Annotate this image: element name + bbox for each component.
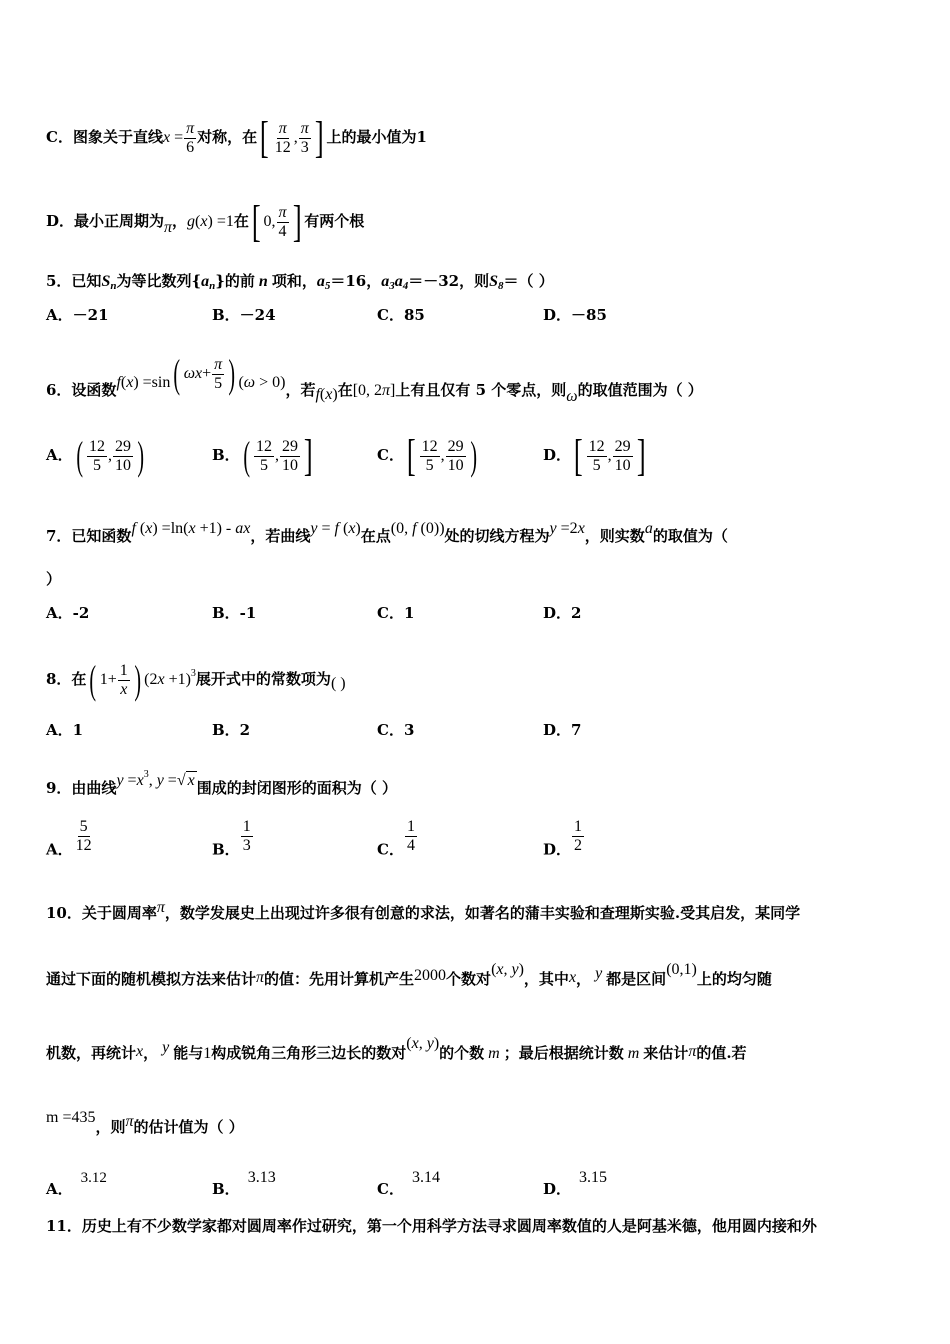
label: C． bbox=[377, 446, 404, 464]
text: 围成的封闭图形的面积为（ ） bbox=[196, 779, 397, 797]
text: ＝－32，则 bbox=[408, 272, 490, 290]
text: 的值.若 bbox=[696, 1044, 747, 1062]
q8-stem: 8．在 ( 1+ $\frac{1}{x}$ ) $(2x +1)^3$展开式中的常数项为( ) bbox=[46, 657, 346, 702]
interval: ( $\frac{12}{5}$ , $\frac{29}{10}$ ] bbox=[243, 431, 313, 480]
interval: [ 0, $\frac{\pi}{4}$ ] bbox=[251, 197, 302, 246]
formula: g bbox=[187, 213, 196, 230]
label: C． bbox=[377, 840, 404, 859]
q7-stem: 7．已知函数f (x) =ln(x +1) - ax，若曲线y = f (x)在点(0, f (0))处的切线方程为y =2x，则实数a的取值为（ bbox=[46, 520, 728, 545]
text: 在 bbox=[233, 212, 249, 230]
interval: [ $\frac{12}{5}$ , $\frac{29}{10}$ ] bbox=[573, 431, 646, 480]
q11-line-1: 11．历史上有不少数学家都对圆周率作过研究，第一个用科学方法寻求圆周率数值的人是阿基米德，他用圆内接和外 bbox=[46, 1217, 817, 1235]
q6-stem: 6．设函数f(x) =sin ( ωx + $\frac{\pi}{5}$ ) (ω > 0)，若f(x)在[0, 2π]上有且仅有 5 个零点，则ω的取值范围为（ ） bbox=[46, 351, 703, 405]
q10-line-3: 机数，再统计x， y 能与1构成锐角三角形三边长的数对(x, y)的个数 m ；最后根据统计数 m 来估计π的值.若 bbox=[46, 1035, 747, 1062]
q5-option-d[interactable]: D．－85 bbox=[543, 306, 607, 324]
formula: f bbox=[116, 374, 121, 391]
q7-option-c[interactable]: C．1 bbox=[377, 604, 415, 622]
text: 5．已知 bbox=[46, 272, 102, 290]
text: 上有且仅有 5 个零点，则 bbox=[395, 381, 567, 399]
value: 3.14 bbox=[411, 1169, 440, 1186]
text: ， bbox=[576, 970, 592, 988]
label: B． bbox=[212, 840, 240, 859]
text: 10．关于圆周率 bbox=[46, 904, 157, 922]
text: ＝（ ） bbox=[503, 272, 554, 290]
fraction: $\frac{1}{4}$ bbox=[406, 818, 415, 854]
text: 都是区间 bbox=[606, 970, 667, 988]
text: 构成锐角三角形三边长的数对 bbox=[211, 1044, 407, 1062]
fraction: $\frac{1}{2}$ bbox=[574, 818, 583, 854]
text: 9．由曲线 bbox=[46, 779, 117, 797]
q6-option-a[interactable] bbox=[46, 433, 147, 478]
formula: f bbox=[315, 386, 320, 403]
q5-option-b[interactable]: B．－24 bbox=[212, 306, 276, 324]
q4-option-d[interactable]: D．最小正周期为π，g(x) =1在 [ 0, $\frac{\pi}{4}$ ] 有两个根 bbox=[46, 197, 365, 246]
interval: ( $\frac{12}{5}$ , $\frac{29}{10}$ ) bbox=[75, 433, 144, 478]
fraction: $\frac{\pi}{6}$ bbox=[186, 119, 195, 156]
q5-option-c[interactable]: C．85 bbox=[377, 306, 425, 324]
text: 有两个根 bbox=[304, 212, 365, 230]
text: 上的最小值为 bbox=[326, 128, 417, 146]
formula: m =435 bbox=[46, 1109, 96, 1126]
text: 的取值范围为（ ） bbox=[577, 381, 703, 399]
fraction: $\frac{1}{3}$ bbox=[242, 818, 251, 854]
number: 1 bbox=[203, 1045, 212, 1062]
number: 2000 bbox=[414, 967, 447, 984]
q5-option-a[interactable]: A．－21 bbox=[46, 306, 109, 324]
q7-option-a[interactable]: A．-2 bbox=[46, 604, 90, 622]
q4-option-c[interactable]: C．图象关于直线x = $\frac{\pi}{6}$ 对称，在 [ $\frac{\pi}{12}$ , $\frac{\pi}{3}$ ] 上的最小值为1 bbox=[46, 113, 427, 162]
label: D． bbox=[543, 446, 572, 464]
formula: x bbox=[162, 129, 171, 146]
q6-option-c[interactable] bbox=[377, 431, 480, 480]
text: 能与 bbox=[173, 1044, 204, 1062]
text: 处的切线方程为 bbox=[444, 527, 550, 545]
q10-line-4: m =435，则π的估计值为（ ） bbox=[46, 1109, 244, 1136]
q9-option-c[interactable] bbox=[377, 818, 418, 860]
text: 项和， bbox=[271, 272, 317, 290]
q4-option-d-text: D．最小正周期为 bbox=[46, 212, 165, 230]
label: D． bbox=[543, 840, 572, 859]
text: 对称，在 bbox=[197, 128, 258, 146]
q6-option-d[interactable] bbox=[543, 431, 648, 480]
text: 个数对 bbox=[446, 970, 492, 988]
label: A． bbox=[46, 840, 73, 859]
text: 在点 bbox=[360, 527, 391, 545]
q7-option-b[interactable]: B．-1 bbox=[212, 604, 257, 622]
interval: [ $\frac{\pi}{12}$ , $\frac{\pi}{3}$ ] bbox=[260, 113, 324, 162]
fraction: $\frac{5}{12}$ bbox=[75, 818, 92, 854]
value: 1 bbox=[416, 128, 427, 146]
q4-option-c-text: C．图象关于直线 bbox=[46, 128, 163, 146]
text: ＝16， bbox=[330, 272, 382, 290]
q9-option-b[interactable] bbox=[212, 818, 254, 860]
q10-option-c[interactable] bbox=[377, 1168, 440, 1199]
q10-option-d[interactable] bbox=[543, 1168, 607, 1199]
q10-line-1: 10．关于圆周率π，数学发展史上出现过许多很有创意的求法，如著名的蒲丰实验和查理斯实验.受其启发，某同学 bbox=[46, 899, 801, 922]
text: ，若 bbox=[285, 381, 316, 399]
q10-option-a[interactable] bbox=[46, 1168, 107, 1199]
text: 的取值为（ bbox=[652, 527, 728, 545]
text: 为等比数列{ bbox=[116, 272, 202, 290]
q9-stem: 9．由曲线$y =x^3$, y =√ x 围成的封闭图形的面积为（ ） bbox=[46, 769, 397, 797]
label: C． bbox=[377, 1180, 404, 1198]
text: 8．在 bbox=[46, 670, 87, 688]
formula-paren: ( ωx + $\frac{\pi}{5}$ ) bbox=[173, 351, 236, 396]
q8-option-d[interactable]: D．7 bbox=[543, 721, 582, 739]
text: 7．已知函数 bbox=[46, 527, 132, 545]
value: 3.13 bbox=[247, 1169, 276, 1186]
q10-line-2: 通过下面的随机模拟方法来估计π的值：先用计算机产生2000个数对(x, y)，其中x， y 都是区间(0,1)上的均匀随 bbox=[46, 961, 772, 988]
value: 3.15 bbox=[579, 1169, 608, 1186]
text: 通过下面的随机模拟方法来估计 bbox=[46, 970, 257, 988]
q7-option-d[interactable]: D．2 bbox=[543, 604, 582, 622]
q9-option-d[interactable] bbox=[543, 818, 585, 860]
text: 6．设函数 bbox=[46, 381, 117, 399]
q8-option-c[interactable]: C．3 bbox=[377, 721, 415, 739]
text: 的估计值为（ ） bbox=[133, 1118, 244, 1136]
q8-option-b[interactable]: B．2 bbox=[212, 721, 251, 739]
text: ， bbox=[172, 212, 188, 230]
text: ， bbox=[143, 1044, 159, 1062]
q7-stem-cont: ） bbox=[46, 570, 62, 588]
q5-stem: 5．已知$S_n$为等比数列$\{a_n\}$的前 n 项和，$a_5=16$，$a_3a_4=-32$，则$S_8=$（ ） bbox=[46, 272, 554, 292]
text: 在 bbox=[337, 381, 353, 399]
label: D． bbox=[543, 1180, 572, 1198]
text: ，其中 bbox=[523, 970, 569, 988]
value: 3.12 bbox=[80, 1170, 107, 1186]
text: 的值：先用计算机产生 bbox=[264, 970, 415, 988]
text: ；最后根据统计数 bbox=[503, 1044, 624, 1062]
formula: π bbox=[164, 219, 173, 236]
q6-option-b[interactable] bbox=[212, 431, 316, 480]
label: A． bbox=[46, 1180, 73, 1198]
q10-option-b[interactable] bbox=[212, 1168, 276, 1199]
text: 上的均匀随 bbox=[696, 970, 772, 988]
formula-paren: ( 1+ $\frac{1}{x}$ ) bbox=[89, 657, 141, 702]
text: 机数，再统计 bbox=[46, 1044, 137, 1062]
text: }的前 bbox=[215, 272, 255, 290]
label: A． bbox=[46, 446, 73, 464]
text: ，则实数 bbox=[584, 527, 645, 545]
answer-paren: ( ) bbox=[330, 675, 346, 692]
interval: [ $\frac{12}{5}$ , $\frac{29}{10}$ ) bbox=[406, 431, 477, 480]
text: 的个数 bbox=[439, 1044, 485, 1062]
q8-option-a[interactable]: A．1 bbox=[46, 721, 84, 739]
text: ，数学发展史上出现过许多很有创意的求法，如著名的蒲丰实验和查理斯实验.受其启发，某同学 bbox=[164, 904, 801, 922]
q9-option-a[interactable] bbox=[46, 818, 95, 860]
text: ，若曲线 bbox=[250, 527, 311, 545]
text: 来估计 bbox=[643, 1044, 689, 1062]
label: B． bbox=[212, 446, 240, 464]
text: 展开式中的常数项为 bbox=[195, 670, 331, 688]
label: B． bbox=[212, 1180, 240, 1198]
text: ，则 bbox=[95, 1118, 126, 1136]
